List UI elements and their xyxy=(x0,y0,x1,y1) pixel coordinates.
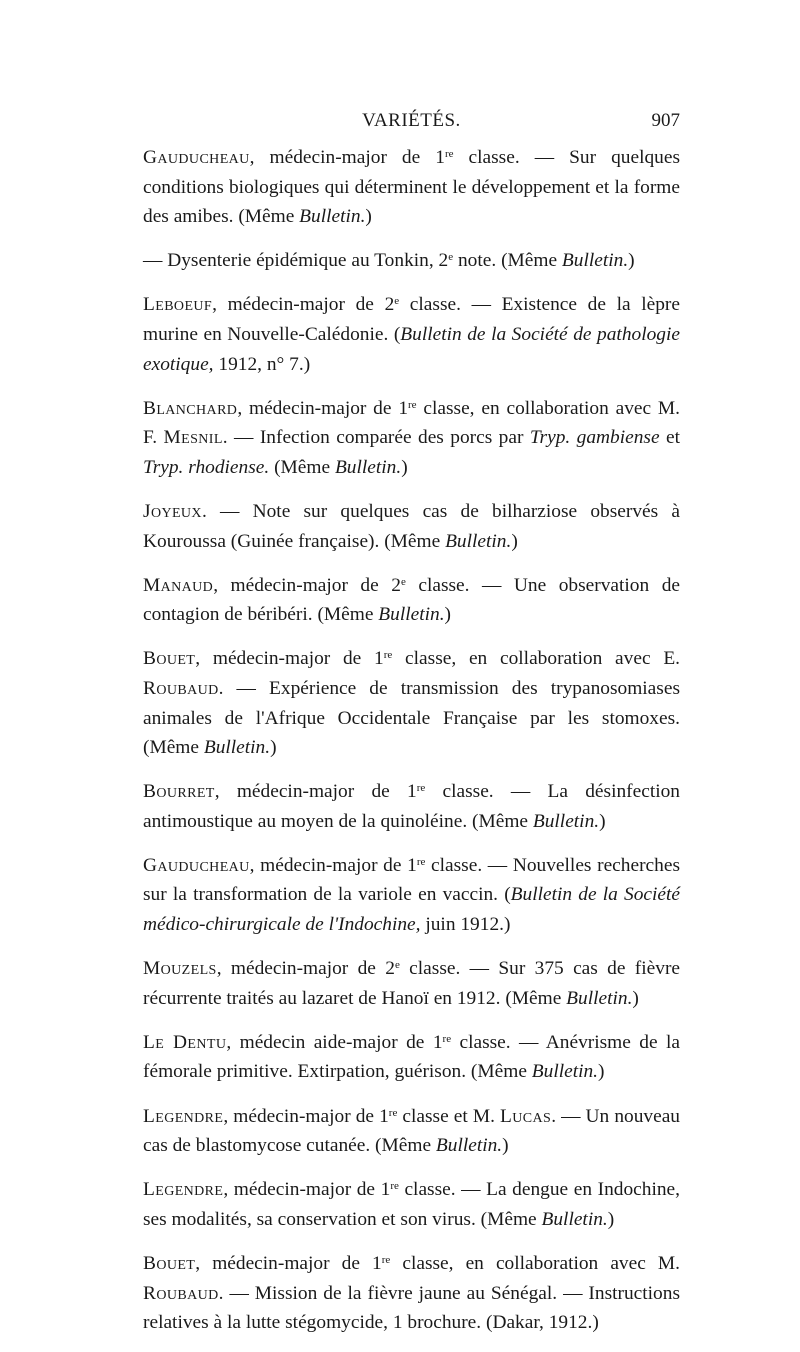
bibliography-entry: Le Dentu, médecin aide-major de 1re classe. — Anévrisme de la fémorale primitive. Extirpation, guérison. (Même Bulletin.) xyxy=(143,1031,680,1083)
bibliography-entry: Bouet, médecin-major de 1re classe, en collaboration avec E. Roubaud. — Expérience de transmission des trypanosomiases animales de l'Afrique Occidentale Française par les stomoxes. (Même Bulletin.) xyxy=(143,648,681,759)
bibliography-entry: Gauducheau, médecin-major de 1re classe. — Sur quelques conditions biologiques qui déterminent le développement et la forme des amibes. (Même Bulletin.) xyxy=(143,147,681,228)
author-name: Bouet xyxy=(143,1252,196,1274)
bibliography-entry: Leboeuf, médecin-major de 2e classe. — Existence de la lèpre murine en Nouvelle-Calédonie. (Bulletin de la Société de pathologie exotique, 1912, n° 7.) xyxy=(143,294,680,375)
section-title: VARIÉTÉS. xyxy=(362,110,461,131)
author-name: Le Dentu xyxy=(143,1031,227,1053)
bibliography-entry: Bourret, médecin-major de 1re classe. — La désinfection antimoustique au moyen de la quinoléine. (Même Bulletin.) xyxy=(143,781,680,832)
coauthor-name: Roubaud xyxy=(143,677,219,699)
page-number: 907 xyxy=(651,110,680,131)
author-name: Gauducheau xyxy=(143,147,250,168)
running-header xyxy=(143,110,680,140)
author-name: Legendre xyxy=(143,1179,224,1201)
bibliography-entry: Legendre, médecin-major de 1re classe et M. Lucas. — Un nouveau cas de blastomycose cutanée. (Même Bulletin.) xyxy=(143,1105,681,1157)
author-name: Joyeux xyxy=(143,500,202,522)
author-name: Gauducheau xyxy=(143,854,250,876)
bibliography-entry: Manaud, médecin-major de 2e classe. — Une observation de contagion de béribéri. (Même Bulletin.) xyxy=(143,574,680,626)
author-name: Mouzels xyxy=(143,958,217,980)
author-name: Bourret xyxy=(143,781,215,803)
coauthor-name: Mesnil xyxy=(163,427,223,449)
author-name: Bouet xyxy=(143,648,196,670)
bibliography-entry: Blanchard, médecin-major de 1re classe, en collaboration avec M. F. Mesnil. — Infection comparée des porcs par Tryp. gambiense et Tryp. rhodiense. (Même Bulletin.) xyxy=(143,397,681,478)
coauthor-name: Roubaud xyxy=(143,1282,219,1304)
bibliography-list xyxy=(143,143,680,1352)
bibliography-entry: Legendre, médecin-major de 1re classe. — La dengue en Indochine, ses modalités, sa conservation et son virus. (Même Bulletin.) xyxy=(143,1179,680,1230)
author-name: Leboeuf xyxy=(143,294,213,316)
bibliography-entry: — Dysenterie épidémique au Tonkin, 2e note. (Même Bulletin.) xyxy=(143,250,635,272)
author-name: Manaud xyxy=(143,574,214,596)
author-name: Legendre xyxy=(143,1105,224,1127)
bibliography-entry: Bouet, médecin-major de 1re classe, en collaboration avec M. Roubaud. — Mission de la fièvre jaune au Sénégal. — Instructions relatives à la lutte stégomycide, 1 brochure. (Dakar, 1912.) xyxy=(143,1252,681,1334)
coauthor-name: Lucas xyxy=(499,1105,552,1127)
author-name: Blanchard xyxy=(143,397,238,419)
bibliography-entry: Joyeux. — Note sur quelques cas de bilharziose observés à Kouroussa (Guinée française). (Même Bulletin.) xyxy=(143,500,680,552)
bibliography-entry: Mouzels, médecin-major de 2e classe. — Sur 375 cas de fièvre récurrente traités au lazaret de Hanoï en 1912. (Même Bulletin.) xyxy=(143,958,681,1009)
bibliography-entry: Gauducheau, médecin-major de 1re classe. — Nouvelles recherches sur la transformation de la variole en vaccin. (Bulletin de la Société médico-chirurgicale de l'Indochine, juin 1912.) xyxy=(143,854,680,936)
